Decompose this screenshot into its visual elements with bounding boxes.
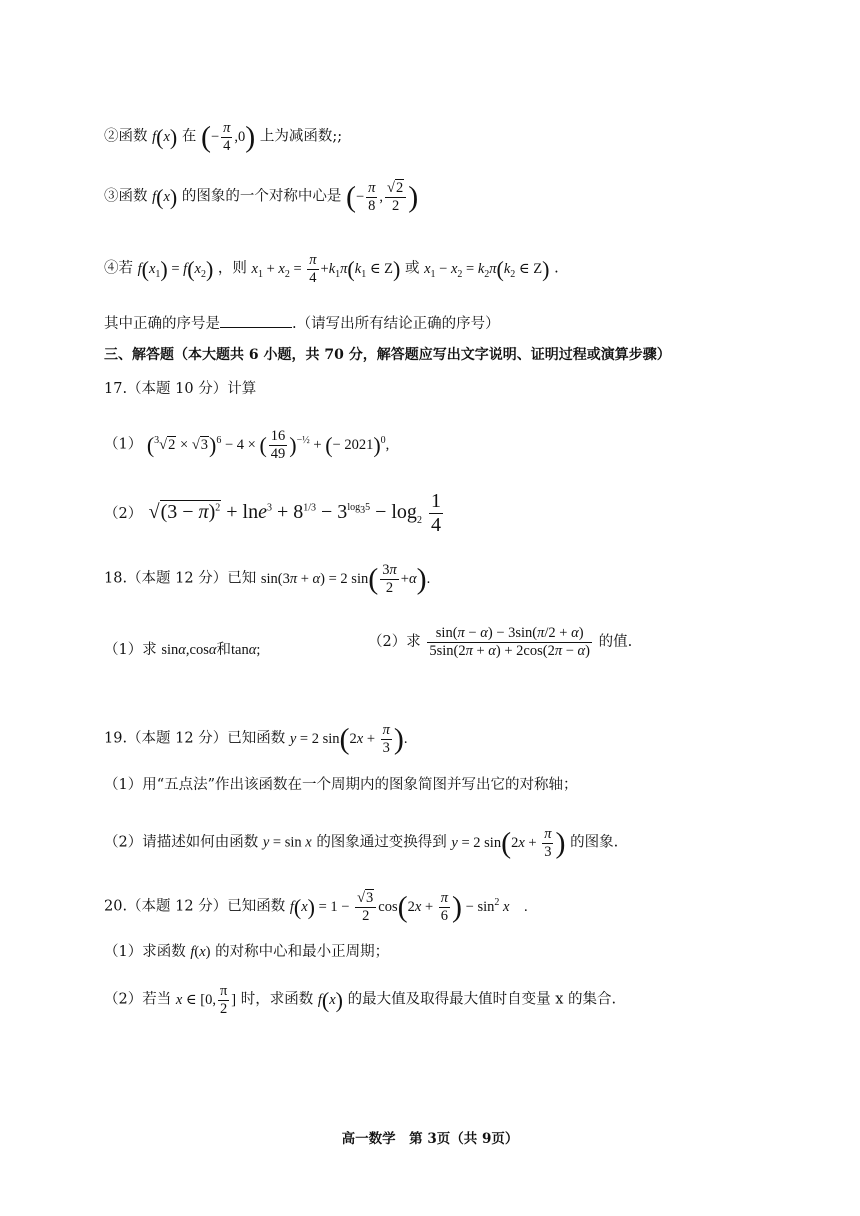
q20-part2-function: f(x) <box>317 987 343 1013</box>
q18-part1-label: （1）求 <box>104 642 157 658</box>
q17-part1-label: （1） <box>104 436 143 453</box>
q19-part2 <box>104 826 618 860</box>
q18-part2 <box>368 625 632 659</box>
q17-part2-expression: $√(3 - \pi)^2 + \ln e^3 + 8^{1/3} - 3^{log_35} - \log_2$ $\frac{1}{4}$ <box>148 490 441 536</box>
q18-part1-and: 和 <box>216 642 231 658</box>
q18-part2-suffix: 的值. <box>598 634 633 651</box>
condition-diff: $x_1 - x_2 = k_2\pi(k_2$ ∈ Z) <box>424 256 550 282</box>
statement-4-end: . <box>554 260 559 277</box>
q17-part2-label: （2） <box>104 506 143 523</box>
statement-3-prefix: ③函数 <box>104 188 148 205</box>
q20-function: f(x) = 1 − $\frac{√3}{2}$ cos(2x + $\frac{\pi}{6}$ ) − $\sin^2 x$ . <box>289 890 528 924</box>
statement-4-prefix: ④若 <box>104 260 133 277</box>
function-f-x: f(x) <box>152 184 178 210</box>
statement-2-mid: 在 <box>181 128 197 145</box>
answer-prompt-note: .（请写出所有结论正确的序号） <box>292 316 500 332</box>
q19-part2-target: y = 2 sin(2x + $\frac{\pi}{3}$ ) <box>451 826 566 860</box>
q18-header: 18.（本题 12 分）已知 <box>104 570 257 587</box>
q19-part2-suffix: 的图象. <box>570 834 619 851</box>
q17-part1-expression: $(^3√2 \times √3)^6 - 4$ × ( $\frac{16}{49}$ )$^{-\frac{1}{2}}$ + (− 2021)$^0$, <box>146 428 390 462</box>
section-3-title: 三、解答题（本大题共 6 小题，共 70 分，解答题应写出文字说明、证明过程或演算步骤） <box>104 347 671 363</box>
q19-part2-mid: 的图象通过变换得到 <box>316 834 447 851</box>
function-f-x: f(x) <box>152 124 178 150</box>
q20-part2-mid: 时，求函数 <box>240 991 314 1008</box>
q19-part1: （1）用“五点法”作出该函数在一个周期内的图象简图并写出它的对称轴； <box>104 777 578 793</box>
q18-part2-fraction: $\frac{\sin(\pi - \alpha) - 3\sin(\pi/2 + \alpha)}{5\sin(2\pi + \alpha) + 2\cos(2\pi - \alpha)}$ <box>429 625 591 659</box>
condition-sum: $x_1 + x_2$ = $\frac{\pi}{4}$ $+k_1\pi(k_1$ ∈ Z) <box>251 252 401 286</box>
statement-3 <box>104 180 418 214</box>
q19-function: y = 2 sin(2x + $\frac{\pi}{3}$ ). <box>289 722 408 756</box>
q20-part1-suffix: 的对称中心和最小正周期； <box>215 944 390 960</box>
q18-part1 <box>104 643 260 658</box>
interval: (− $\frac{\pi}{4}$ ,0) <box>200 120 256 154</box>
q17-header: 17.（本题 10 分）计算 <box>104 381 257 397</box>
equation-f-equal: $f(x_1) = f(x_2)$ <box>137 256 214 282</box>
answer-blank[interactable] <box>220 315 292 328</box>
q19-part2-source: y = sin x <box>262 834 312 851</box>
q20-part2-prefix: （2）若当 <box>104 991 172 1008</box>
statement-3-suffix: 的图象的一个对称中心是 <box>181 188 342 205</box>
statement-2-suffix: 上为减函数;; <box>259 128 343 145</box>
q20-part2-suffix: 的最大值及取得最大值时自变量 x 的集合. <box>347 991 617 1008</box>
q20-header: 20.（本题 12 分）已知函数 <box>104 898 286 915</box>
q20-part1-prefix: （1）求函数 <box>104 944 186 960</box>
q18-part1-expression: sinα,cosα <box>161 642 217 658</box>
q18-condition: sin(3π + α) = 2 sin( $\frac{3\pi}{2}$ +α). <box>260 562 431 596</box>
q20-part2-domain: x ∈ [0, $\frac{\pi}{2}$ ] <box>175 983 237 1017</box>
q17-part1 <box>104 428 389 462</box>
q19-part2-prefix: （2）请描述如何由函数 <box>104 834 259 851</box>
q20-part1 <box>104 945 389 960</box>
answer-prompt-text: 其中正确的序号是 <box>104 316 220 332</box>
q18-header-line <box>104 562 430 596</box>
q18-part1-tan: tanα; <box>230 642 261 658</box>
q17-part2 <box>104 490 445 537</box>
q18-part2-label: （2）求 <box>368 634 421 651</box>
statement-4-or: 或 <box>404 260 420 277</box>
statement-4 <box>104 252 559 286</box>
q19-header-line <box>104 722 408 756</box>
q20-part2 <box>104 983 616 1017</box>
q20-part1-function: f(x) <box>190 944 211 960</box>
answer-prompt <box>104 315 500 332</box>
statement-2 <box>104 120 342 154</box>
page-footer: 高一数学 第 3页（共 9页） <box>341 1131 519 1147</box>
statement-4-mid: ，则 <box>217 260 247 277</box>
symmetry-center: (− $\frac{\pi}{8}$ , $\frac{√2}{2}$ ) <box>345 180 419 214</box>
q19-header: 19.（本题 12 分）已知函数 <box>104 730 286 747</box>
statement-2-prefix: ②函数 <box>104 128 148 145</box>
q20-header-line <box>104 890 528 924</box>
